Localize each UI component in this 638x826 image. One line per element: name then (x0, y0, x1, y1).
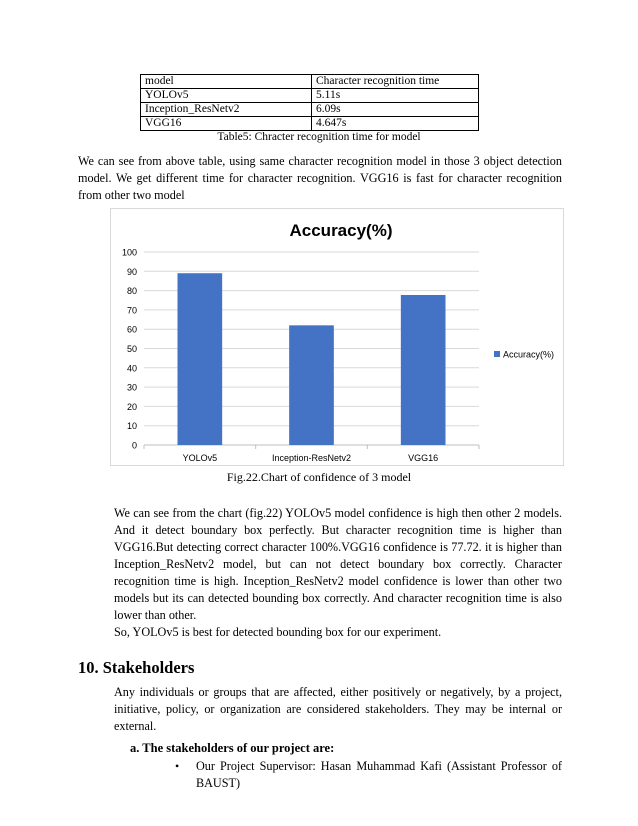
bar (178, 273, 223, 445)
paragraph-stakeholders (114, 684, 562, 735)
section-heading: 10. Stakeholders (78, 658, 195, 677)
y-tick-label: 20 (126, 401, 137, 412)
paragraph-table-discussion (78, 153, 562, 204)
y-tick-label: 90 (126, 266, 137, 277)
y-tick-label: 10 (126, 421, 137, 432)
table-caption: Table5: Chracter recognition time for model (217, 131, 421, 143)
y-tick-label: 60 (126, 324, 137, 335)
paragraph-text: Any individuals or groups that are affected, either positively or negatively, by a project, initiative, policy, or organization are considered stakeholders. They may be internal or external. (114, 685, 562, 733)
recognition-time-table (140, 74, 479, 131)
y-tick-label: 100 (121, 247, 137, 258)
y-tick-label: 0 (131, 440, 137, 451)
paragraph-text: We can see from the chart (fig.22) YOLOv5 model confidence is high then other 2 models. And it detect boundary box perfectly. But character recognition time is higher than VGG16.But detecting correct character 100%.VGG16 confidence is 77.72. it is higher than Inception_ResNetv2 model, but can not detect boundary box correctly. Character recognition time is high. Inception_ResNetv2 model confidence is lower than other two models but its can detected bounding box correctly. And character recognition time is also lower than other. (114, 506, 562, 622)
table-header-cell: Character recognition time (312, 75, 479, 89)
bar (289, 325, 334, 445)
table-cell: YOLOv5 (141, 89, 312, 103)
bar (401, 295, 446, 445)
table-row (141, 89, 479, 103)
table-row (141, 103, 479, 117)
bullet-text: Our Project Supervisor: Hasan Muhammad Kafi (Assistant Professor of BAUST) (196, 759, 562, 790)
accuracy-chart-svg (111, 209, 565, 467)
x-tick-label: VGG16 (408, 453, 439, 463)
table-header-row (141, 75, 479, 89)
y-tick-label: 70 (126, 305, 137, 316)
y-tick-label: 50 (126, 344, 137, 354)
y-tick-label: 40 (126, 363, 137, 374)
table-cell: 6.09s (312, 103, 479, 117)
y-tick-label: 30 (126, 382, 137, 393)
table-cell: 5.11s (312, 89, 479, 103)
accuracy-chart (110, 208, 564, 466)
bullet-item (196, 758, 562, 792)
table-cell: Inception_ResNetv2 (141, 103, 312, 117)
table-cell: VGG16 (141, 117, 312, 131)
table-row (141, 117, 479, 131)
chart-title: Accuracy(%) (289, 221, 393, 240)
table-header-cell: model (141, 75, 312, 89)
bullet-icon: • (175, 759, 180, 773)
x-tick-label: Inception-ResNetv2 (271, 453, 352, 463)
paragraph-chart-discussion (114, 505, 562, 641)
subsection-heading: a. The stakeholders of our project are: (130, 741, 335, 755)
paragraph-conclusion: So, YOLOv5 is best for detected bounding box for our experiment. (114, 625, 442, 639)
figure-caption: Fig.22.Chart of confidence of 3 model (226, 470, 412, 484)
y-tick-label: 80 (126, 286, 137, 297)
paragraph-text: We can see from above table, using same character recognition model in those 3 object detection model. We get different time for character recognition. VGG16 is fast for character recognition from other two model (78, 154, 562, 202)
legend-label: Accuracy(%) (503, 349, 555, 360)
table-cell: 4.647s (312, 117, 479, 131)
x-tick-label: YOLOv5 (182, 453, 218, 463)
legend-swatch (494, 351, 500, 357)
